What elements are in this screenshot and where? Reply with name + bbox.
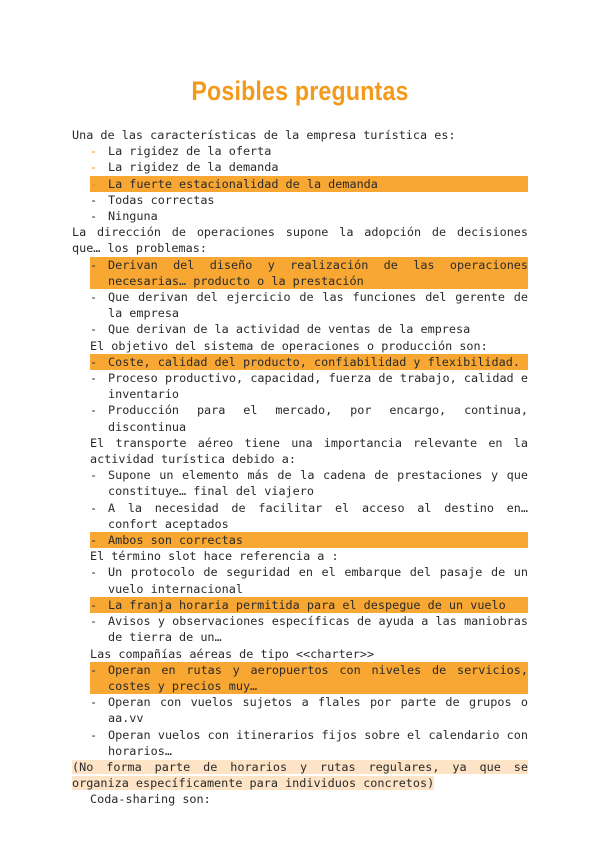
option-item <box>72 208 528 224</box>
note-highlight: (No forma parte de horarios y rutas regulares, ya que se organiza específicamente para individuos concretos) <box>72 760 528 791</box>
option-item-correct <box>72 176 528 192</box>
question-text: Las compañías aéreas de tipo <<charter>> <box>90 646 375 661</box>
bullet-dash: - <box>90 565 98 580</box>
bullet-dash: - <box>90 614 98 629</box>
question-block <box>72 548 528 645</box>
option-item <box>72 694 528 726</box>
note-paragraph <box>72 759 528 791</box>
option-text: La rigidez de la oferta <box>108 144 272 159</box>
bullet-dash: - <box>90 290 98 305</box>
question-text: Una de las características de la empresa turística es: <box>72 128 456 142</box>
option-text: La fuerte estacionalidad de la demanda <box>108 176 378 191</box>
option-text: Todas correctas <box>108 192 215 207</box>
bullet-dash: - <box>90 468 98 483</box>
options-list <box>72 467 528 548</box>
option-text: Operan con vuelos sujetos a flales por parte de grupos o aa.vv <box>108 695 528 726</box>
question-text: El término slot hace referencia a : <box>90 549 339 564</box>
option-text: Un protocolo de seguridad en el embarque del pasaje de un vuelo internacional <box>108 565 528 596</box>
option-item-correct <box>72 597 528 613</box>
option-text: Operan en rutas y aeropuertos con niveles de servicios, costes y precios muy… <box>108 662 528 693</box>
bullet-dash: - <box>90 500 98 515</box>
option-item <box>72 143 528 159</box>
option-text: Producción para el mercado, por encargo, continua, discontinua <box>108 403 528 434</box>
bullet-dash: - <box>90 144 98 159</box>
options-list <box>72 662 528 759</box>
options-list <box>72 564 528 645</box>
bullet-dash: - <box>90 371 98 386</box>
question-block <box>72 127 528 224</box>
option-item <box>72 192 528 208</box>
options-list <box>72 354 528 435</box>
option-text: Operan vuelos con itinerarios fijos sobre el calendario con horarios… <box>108 727 528 758</box>
option-text: Supone un elemento más de la cadena de prestaciones y que constituye… final del viajero <box>108 468 528 499</box>
question-text: Coda-sharing son: <box>90 792 211 807</box>
option-item <box>72 402 528 434</box>
option-item-correct <box>72 354 528 370</box>
option-text: Avisos y observaciones específicas de ayuda a las maniobras de tierra de un… <box>108 614 528 645</box>
option-text: La franja horaria permitida para el despegue de un vuelo <box>108 597 506 612</box>
question-block <box>72 224 528 337</box>
bullet-dash: - <box>90 662 98 677</box>
page-title: Posibles preguntas <box>191 76 409 106</box>
option-text: Que derivan del ejercicio de las funciones del gerente de la empresa <box>108 290 528 321</box>
option-text: Ambos son correctas <box>108 533 243 548</box>
option-text: Proceso productivo, capacidad, fuerza de trabajo, calidad e inventario <box>108 371 528 402</box>
option-item-correct <box>72 257 528 289</box>
bullet-dash: - <box>90 695 98 710</box>
question-text: El objetivo del sistema de operaciones o producción son: <box>90 338 488 353</box>
question-block <box>72 646 528 759</box>
option-text: A la necesidad de facilitar el acceso al destino en… confort aceptados <box>108 500 528 531</box>
option-item <box>72 564 528 596</box>
options-list <box>72 143 528 224</box>
question-block <box>72 435 528 548</box>
option-text: Coste, calidad del producto, confiabilidad y flexibilidad. <box>108 354 520 369</box>
option-item <box>72 727 528 759</box>
question-text: El transporte aéreo tiene una importancia relevante en la actividad turística debido a: <box>90 435 528 467</box>
option-text: La rigidez de la demanda <box>108 160 279 175</box>
question-block <box>72 338 528 435</box>
option-item-correct <box>72 532 528 548</box>
bullet-dash: - <box>90 257 98 272</box>
bullet-dash: - <box>90 176 98 191</box>
bullet-dash: - <box>90 209 98 224</box>
option-item <box>72 289 528 321</box>
bullet-dash: - <box>90 322 98 337</box>
option-text: Que derivan de la actividad de ventas de la empresa <box>108 322 471 337</box>
bullet-dash: - <box>90 160 98 175</box>
option-item <box>72 500 528 532</box>
bullet-dash: - <box>90 597 98 612</box>
question-text: La dirección de operaciones supone la adopción de decisiones que… los problemas: <box>72 225 528 256</box>
document-tail <box>72 759 528 808</box>
option-item <box>72 467 528 499</box>
bullet-dash: - <box>90 403 98 418</box>
bullet-dash: - <box>90 354 98 369</box>
option-item <box>72 159 528 175</box>
bullet-dash: - <box>90 533 98 548</box>
bullet-dash: - <box>90 192 98 207</box>
document-body <box>72 127 528 759</box>
option-item-correct <box>72 662 528 694</box>
option-item <box>72 321 528 337</box>
option-text: Ninguna <box>108 209 158 224</box>
option-item <box>72 370 528 402</box>
options-list <box>72 257 528 338</box>
bullet-dash: - <box>90 727 98 742</box>
option-text: Derivan del diseño y realización de las operaciones necesarias… producto o la prestación <box>108 257 528 288</box>
option-item <box>72 613 528 645</box>
